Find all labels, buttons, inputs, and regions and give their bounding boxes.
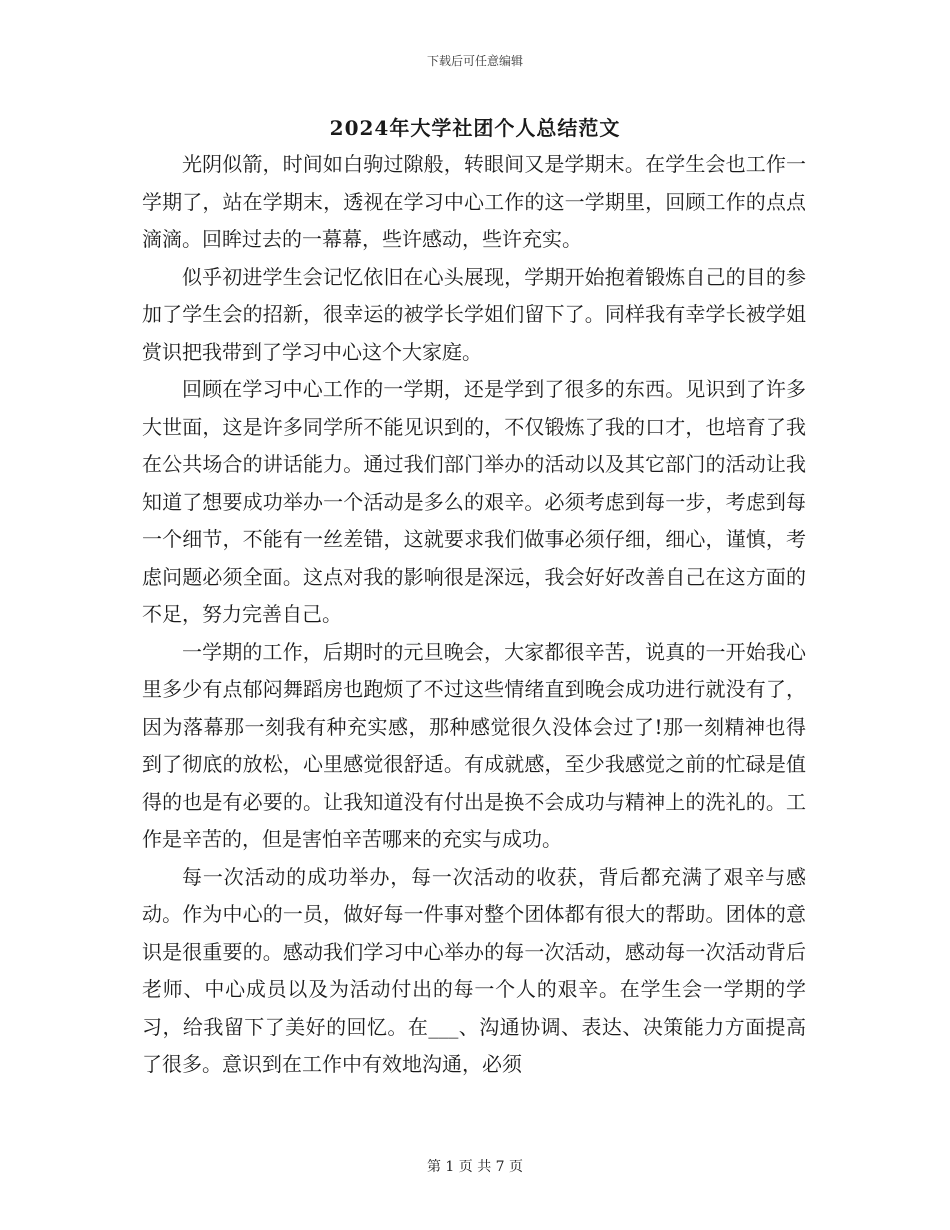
paragraph-4: 一学期的工作，后期时的元旦晚会，大家都很辛苦，说真的一开始我心里多少有点郁闷舞蹈房也跑烦了不过这些情绪直到晚会成功进行就没有了，因为落幕那一刻我有种充实感，那种感觉很久没体会过了!那一刻精神也得到了彻底的放松，心里感觉很舒适。有成就感，至少我感觉之前的忙碌是值得的也是有必要的。让我知道没有付出是换不会成功与精神上的洗礼的。工作是辛苦的，但是害怕辛苦哪来的充实与成功。 xyxy=(142,639,806,851)
paragraph-5: 每一次活动的成功举办，每一次活动的收获，背后都充满了艰辛与感动。作为中心的一员，做好每一件事对整个团体都有很大的帮助。团体的意识是很重要的。感动我们学习中心举办的每一次活动，感动每一次活动背后老师、中心成员以及为活动付出的每一个人的艰辛。在学生会一学期的学习，给我留下了美好的回忆。在___、沟通协调、表达、决策能力方面提高了很多。意识到在工作中有效地沟通，必须 xyxy=(142,864,806,1076)
page-number: 第 1 页 共 7 页 xyxy=(426,1159,524,1175)
document-body xyxy=(142,146,806,1084)
paragraph-1: 光阴似箭，时间如白驹过隙般，转眼间又是学期末。在学生会也工作一学期了，站在学期末，透视在学习中心工作的这一学期里，回顾工作的点点滴滴。回眸过去的一幕幕，些许感动，些许充实。 xyxy=(142,152,806,251)
header-note: 下载后可任意编辑 xyxy=(426,54,523,68)
paragraph-2: 似乎初进学生会记忆依旧在心头展现，学期开始抱着锻炼自己的目的参加了学生会的招新，很幸运的被学长学姐们留下了。同样我有幸学长被学姐赏识把我带到了学习中心这个大家庭。 xyxy=(142,264,806,364)
paragraph-3: 回顾在学习中心工作的一学期，还是学到了很多的东西。见识到了许多大世面，这是许多同学所不能见识到的，不仅锻炼了我的口才，也培育了我在公共场合的讲话能力。通过我们部门举办的活动以及其它部门的活动让我知道了想要成功举办一个活动是多么的艰辛。必须考虑到每一步，考虑到每一个细节，不能有一丝差错，这就要求我们做事必须仔细，细心，谨慎，考虑问题必须全面。这点对我的影响很是深远，我会好好改善自己在这方面的不足，努力完善自己。 xyxy=(142,377,806,626)
document-title: 2024年大学社团个人总结范文 xyxy=(329,116,621,140)
